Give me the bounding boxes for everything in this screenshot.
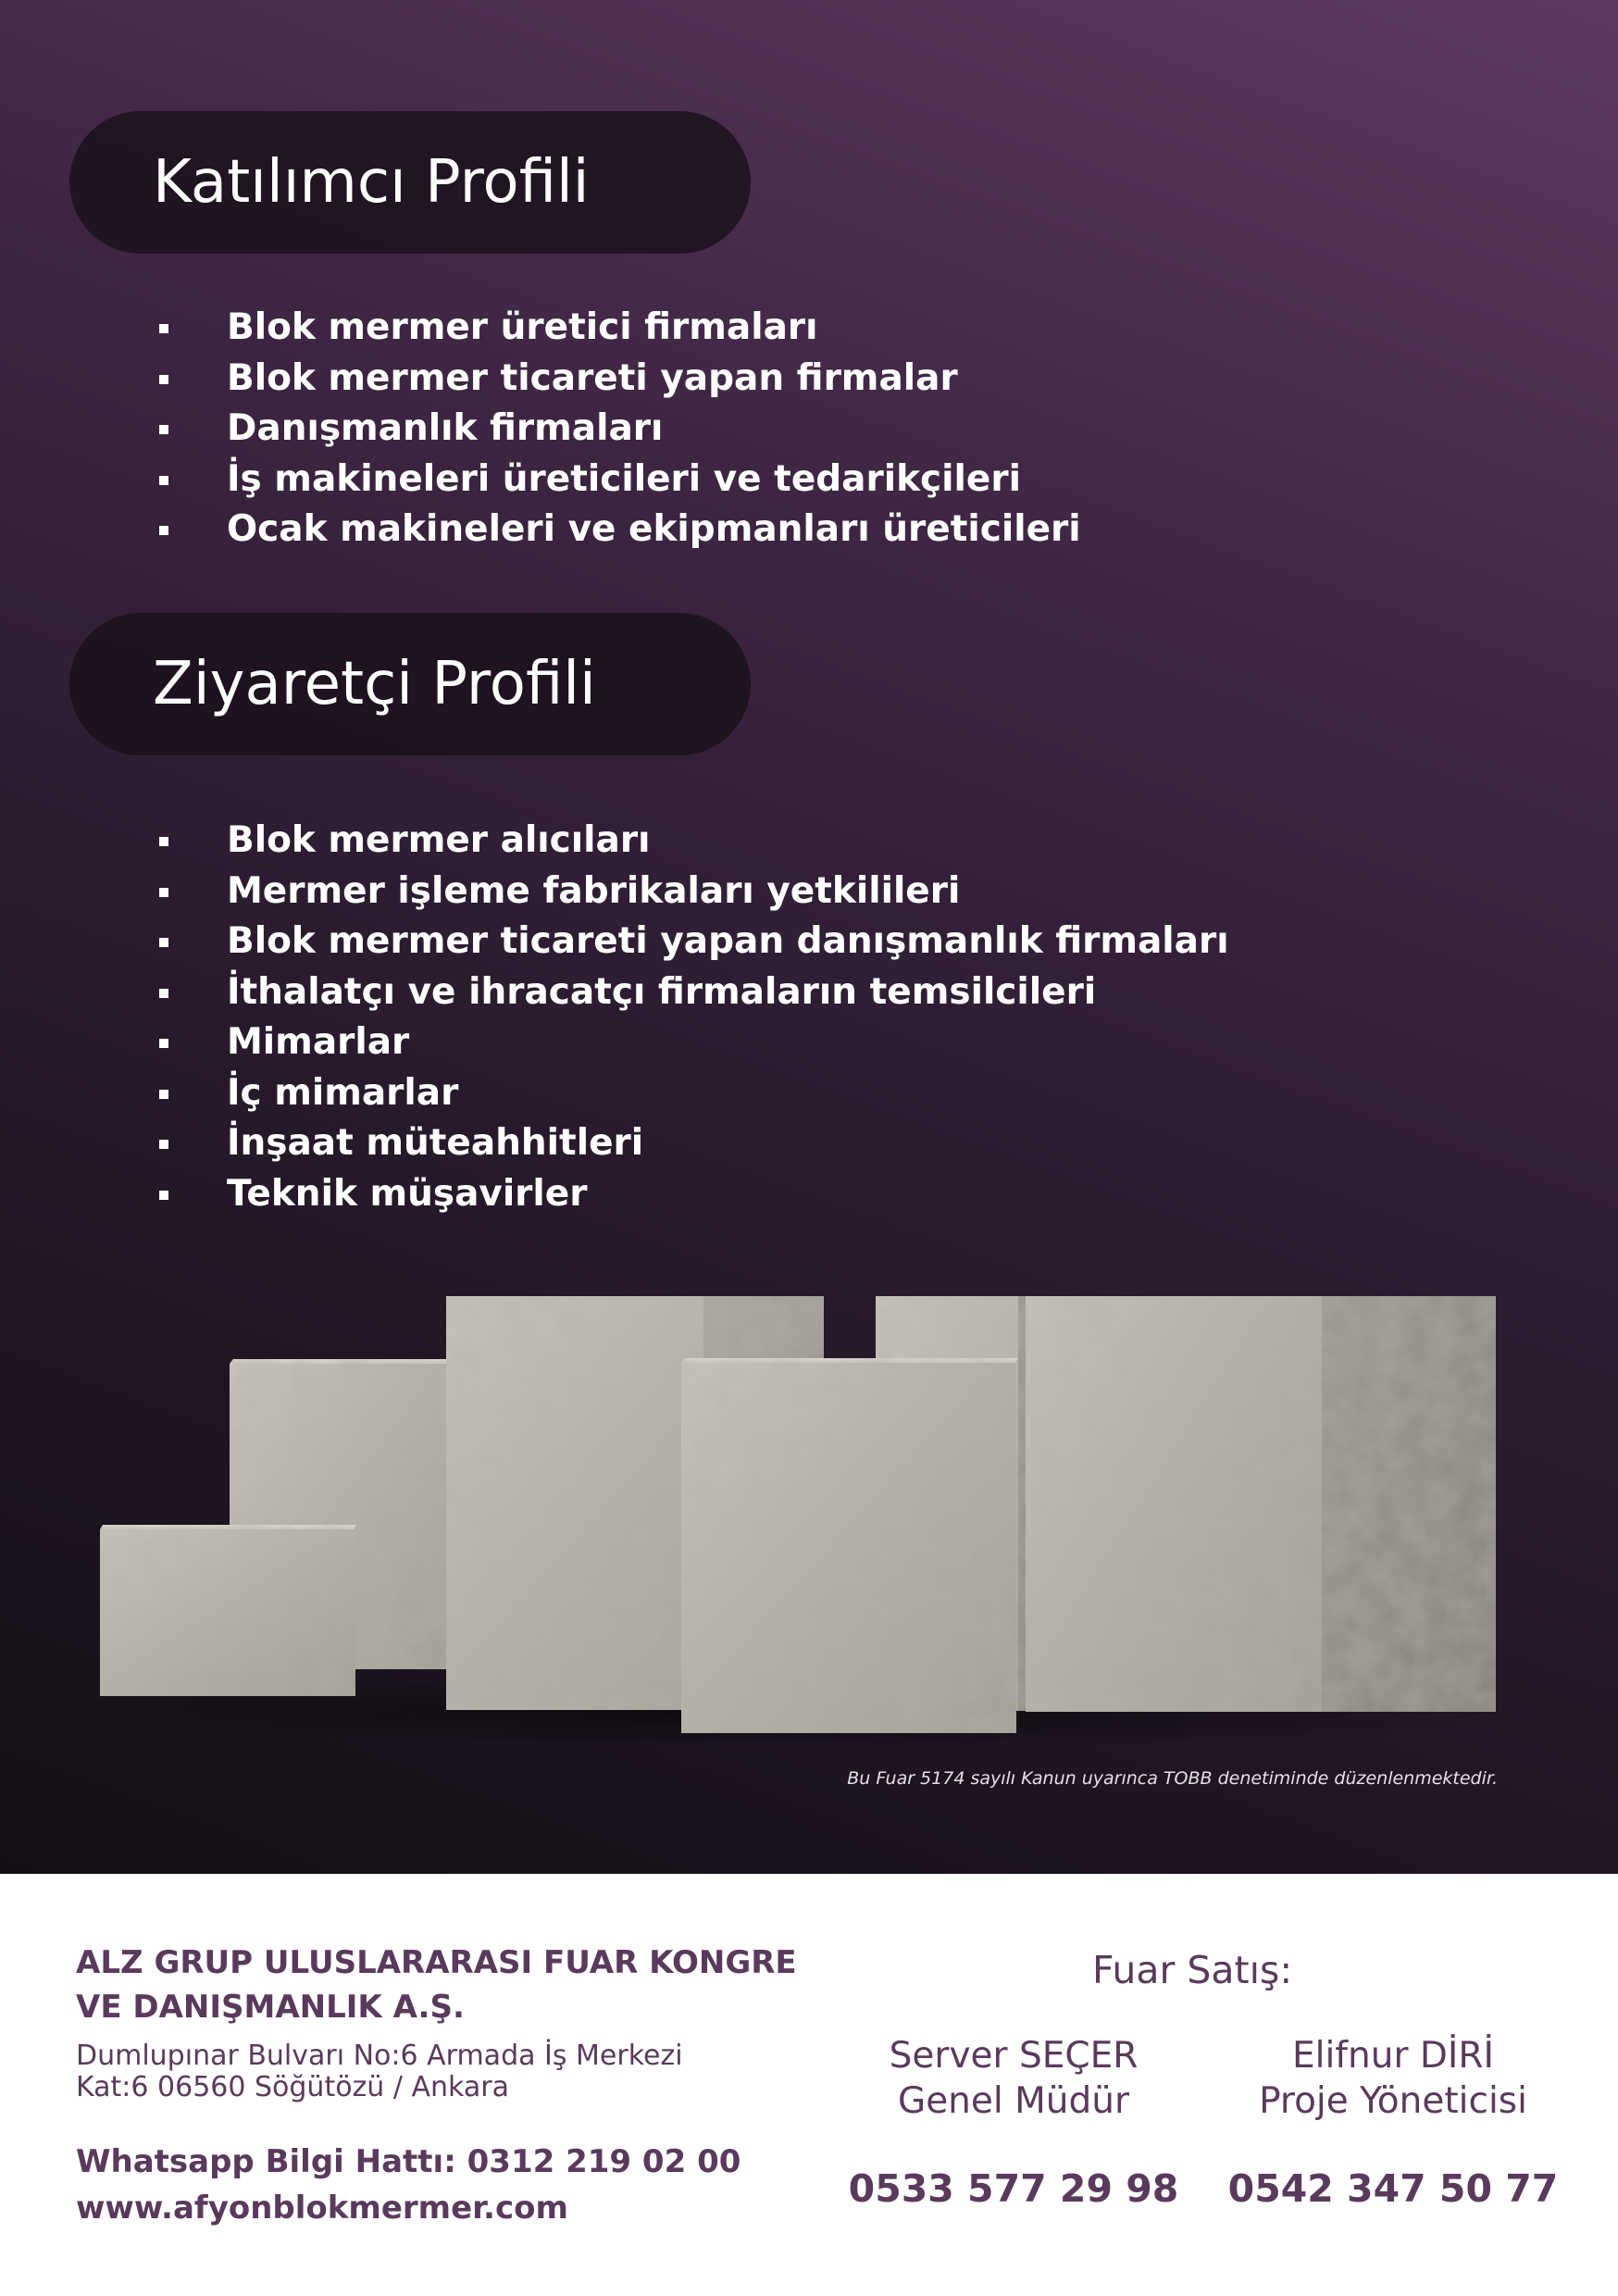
visitor-profile-heading <box>69 613 751 755</box>
list-item: Blok mermer ticareti yapan firmalar <box>153 354 1081 405</box>
bullet-icon <box>159 1191 168 1200</box>
list-item: İthalatçı ve ihracatçı firmaların temsilcileri <box>153 967 1229 1018</box>
marble-block <box>681 1358 1018 1733</box>
list-item: Mermer işleme fabrikaları yetkilileri <box>153 867 1229 917</box>
contact-role: Genel Müdür <box>897 2080 1130 2122</box>
bullet-icon <box>159 476 168 485</box>
bullet-icon <box>159 888 168 897</box>
contact-role: Proje Yöneticisi <box>1259 2080 1527 2122</box>
website-link[interactable]: www.afyonblokmermer.com <box>76 2190 568 2227</box>
bullet-icon <box>159 1090 168 1099</box>
bullet-icon <box>159 375 168 384</box>
bullet-icon <box>159 938 168 947</box>
contact-name: Elifnur DİRİ <box>1291 2035 1495 2077</box>
bullet-icon <box>159 989 168 998</box>
company-address: Dumlupınar Bulvarı No:6 Armada İş Merkezi Kat:6 06560 Söğütözü / Ankara <box>76 2040 683 2103</box>
participant-profile-title: Katılımcı Profili <box>153 148 590 217</box>
list-item: Ocak makineleri ve ekipmanları üreticileri <box>153 505 1081 555</box>
participant-profile-heading <box>69 111 751 254</box>
list-item: Danışmanlık firmaları <box>153 404 1081 455</box>
bullet-icon <box>159 837 168 846</box>
list-item: Blok mermer ticareti yapan danışmanlık firmaları <box>153 917 1229 967</box>
contact-info <box>76 2139 741 2231</box>
whatsapp-line: Whatsapp Bilgi Hattı: 0312 219 02 00 <box>76 2143 741 2180</box>
bullet-icon <box>159 324 168 333</box>
sales-title: Fuar Satış: <box>1092 1948 1293 1992</box>
contact-name: Server SEÇER <box>889 2035 1139 2077</box>
visitor-profile-list <box>153 816 1229 1219</box>
visitor-profile-title: Ziyaretçi Profili <box>153 650 596 718</box>
list-item: İç mimarlar <box>153 1068 1229 1119</box>
participant-profile-list <box>153 303 1081 555</box>
list-item: İnşaat müteahhitleri <box>153 1118 1229 1169</box>
bullet-icon <box>159 1140 168 1149</box>
list-item: Mimarlar <box>153 1017 1229 1068</box>
legal-notice: Bu Fuar 5174 sayılı Kanun uyarınca TOBB denetiminde düzenlenmektedir. <box>847 1768 1498 1789</box>
list-item: Blok mermer alıcıları <box>153 816 1229 867</box>
bullet-icon <box>159 1039 168 1048</box>
sales-contact <box>1199 2033 1587 2124</box>
bullet-icon <box>159 526 168 535</box>
contact-phone[interactable]: 0533 577 29 98 <box>848 2166 1179 2211</box>
sales-contact <box>819 2033 1208 2124</box>
list-item: İş makineleri üreticileri ve tedarikçileri <box>153 455 1081 505</box>
company-name: ALZ GRUP ULUSLARARASI FUAR KONGRE VE DANIŞMANLIK A.Ş. <box>76 1944 797 2026</box>
bullet-icon <box>159 425 168 434</box>
list-item: Teknik müşavirler <box>153 1169 1229 1220</box>
marble-blocks-illustration <box>0 1296 1618 1778</box>
marble-block <box>100 1525 356 1696</box>
list-item: Blok mermer üretici firmaları <box>153 303 1081 354</box>
contact-phone[interactable]: 0542 347 50 77 <box>1227 2166 1559 2211</box>
marble-block <box>1024 1296 1497 1712</box>
